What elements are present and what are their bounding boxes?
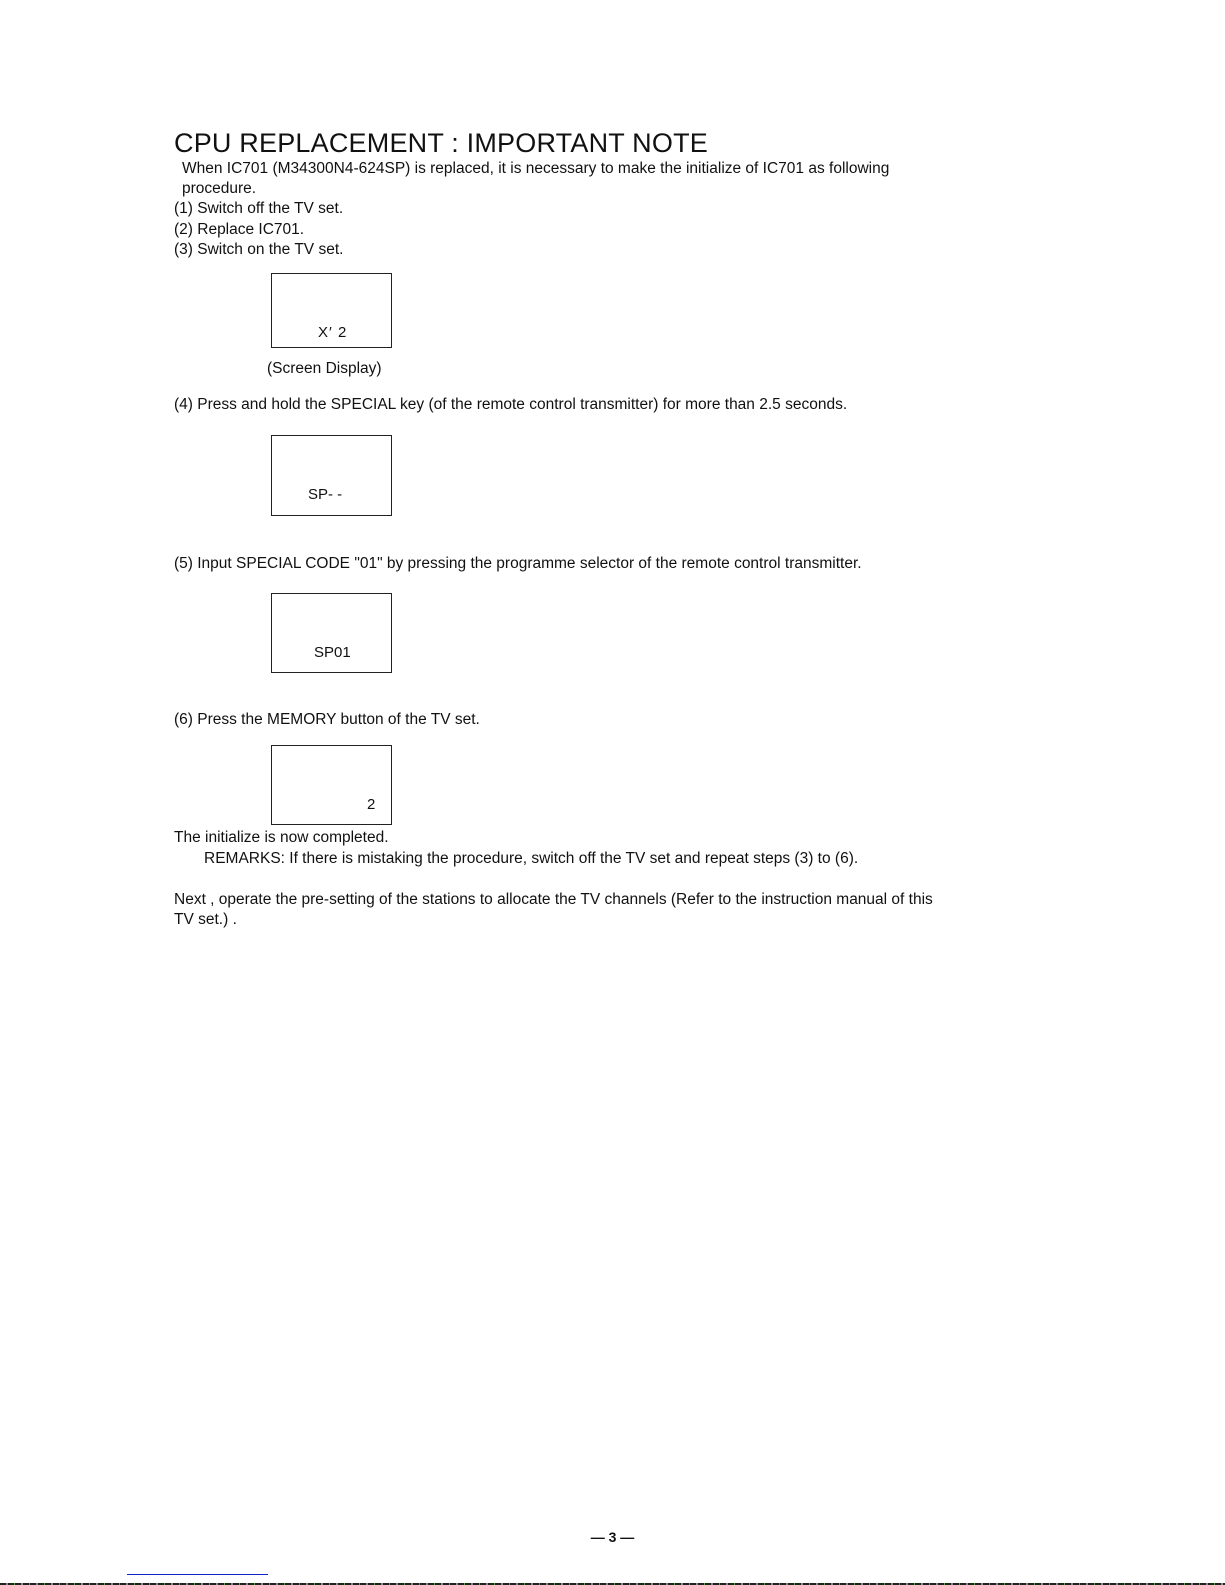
screen-display-initial [271, 273, 392, 348]
screen-display-value: SP- - [308, 486, 343, 503]
intro-text-line1: When IC701 (M34300N4-624SP) is replaced, it is necessary to make the initialize of IC701 as following [182, 160, 890, 177]
next-text-line1: Next , operate the pre-setting of the stations to allocate the TV channels (Refer to the instruction manual of this [174, 891, 933, 908]
step-6: (6) Press the MEMORY button of the TV set. [174, 711, 480, 728]
step-4: (4) Press and hold the SPECIAL key (of the remote control transmitter) for more than 2.5 seconds. [174, 396, 848, 413]
step-1: (1) Switch off the TV set. [174, 200, 344, 217]
step-3: (3) Switch on the TV set. [174, 241, 344, 258]
step-5: (5) Input SPECIAL CODE "01" by pressing the programme selector of the remote control transmitter. [174, 555, 862, 572]
link-underline [127, 1574, 268, 1575]
next-text-line2: TV set.) . [174, 911, 237, 928]
page-number: — 3 — [590, 1529, 635, 1545]
step-2: (2) Replace IC701. [174, 221, 305, 238]
screen-display-special [271, 435, 392, 516]
screen-display-code [271, 593, 392, 673]
remarks-text: REMARKS: If there is mistaking the procedure, switch off the TV set and repeat steps (3) to (6). [204, 850, 859, 867]
intro-text-line2: procedure. [182, 180, 257, 197]
completed-text: The initialize is now completed. [174, 829, 389, 846]
page-title: CPU REPLACEMENT : IMPORTANT NOTE [174, 128, 708, 158]
screen-display-value: SP01 [314, 644, 351, 661]
screen-display-final [271, 745, 392, 825]
screen-display-value: X′ 2 [318, 324, 348, 341]
screen-display-caption: (Screen Display) [267, 360, 382, 377]
screen-display-value: 2 [367, 796, 376, 813]
